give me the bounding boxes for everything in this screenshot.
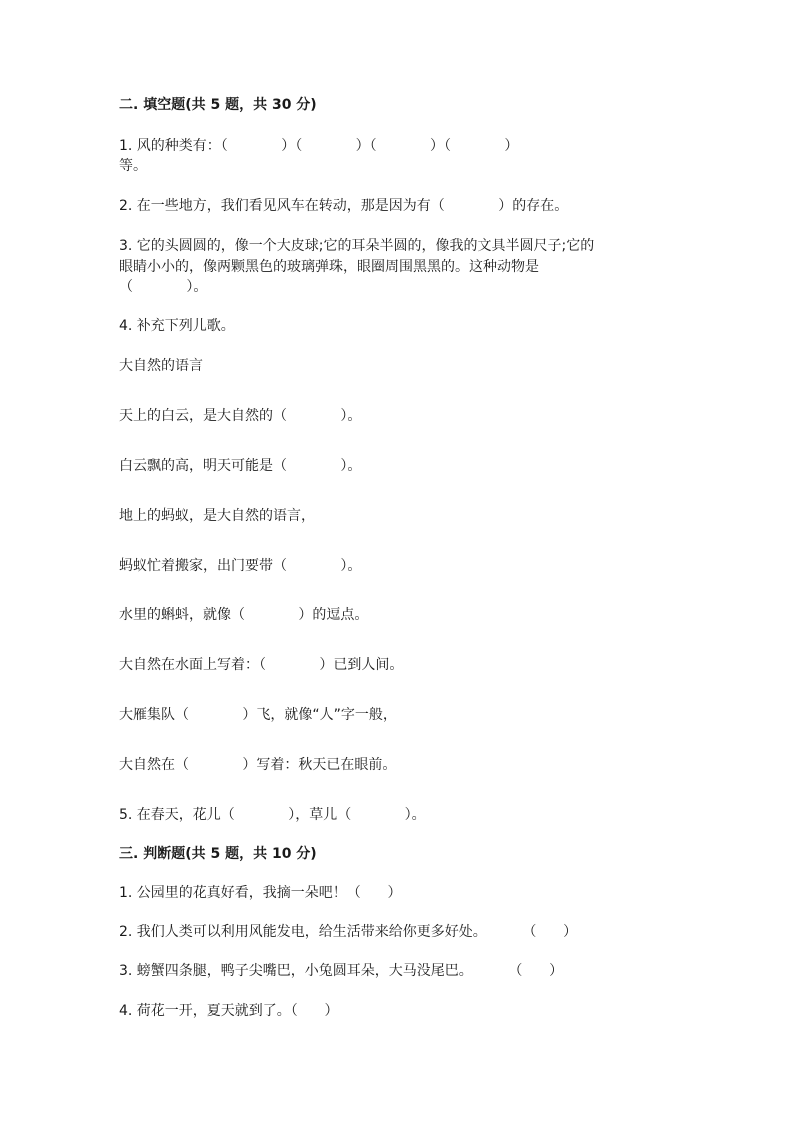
poem-line: 地上的蚂蚁，是大自然的语言， [119, 508, 315, 524]
judge-item: 4. 荷花一开，夏天就到了。（ ） [119, 1003, 339, 1019]
poem-line: 天上的白云，是大自然的（ ）。 [119, 408, 362, 424]
poem-line: 大自然在（ ）写着：秋天已在眼前。 [119, 757, 397, 773]
poem-title: 大自然的语言 [119, 358, 203, 374]
question-5: 5. 在春天，花儿（ ），草儿（ ）。 [119, 807, 426, 823]
section-heading-fill-in: 二. 填空题(共 5 题，共 30 分) [119, 97, 317, 113]
judge-item: 2. 我们人类可以利用风能发电，给生活带来给你更多好处。 （ ） [119, 924, 578, 940]
poem-line: 白云飘的高，明天可能是（ ）。 [119, 458, 362, 474]
judge-item: 1. 公园里的花真好看，我摘一朵吧！（ ） [119, 885, 402, 901]
question-3-line-2: 眼睛小小的，像两颗黑色的玻璃弹珠，眼圈周围黑黑的。这种动物是 [119, 259, 539, 275]
question-4-intro: 4. 补充下列儿歌。 [119, 318, 235, 334]
poem-line: 大自然在水面上写着：（ ）已到人间。 [119, 657, 404, 673]
question-1-line-2: 等。 [119, 158, 147, 174]
question-2: 2. 在一些地方，我们看见风车在转动，那是因为有（ ）的存在。 [119, 198, 569, 214]
question-3-line-1: 3. 它的头圆圆的，像一个大皮球;它的耳朵半圆的，像我的文具半圆尺子;它的 [119, 238, 595, 254]
poem-line: 蚂蚁忙着搬家，出门要带（ ）。 [119, 558, 362, 574]
section-heading-true-false: 三. 判断题(共 5 题，共 10 分) [119, 846, 317, 862]
poem-line: 水里的蝌蚪，就像（ ）的逗点。 [119, 607, 369, 623]
poem-line: 大雁集队（ ）飞，就像“人”字一般， [119, 707, 397, 723]
question-1-line-1: 1. 风的种类有：（ ）（ ）（ ）（ ） [119, 138, 519, 154]
question-3-line-3: （ ）。 [119, 279, 208, 295]
judge-item: 3. 螃蟹四条腿，鸭子尖嘴巴，小兔圆耳朵，大马没尾巴。 （ ） [119, 963, 564, 979]
